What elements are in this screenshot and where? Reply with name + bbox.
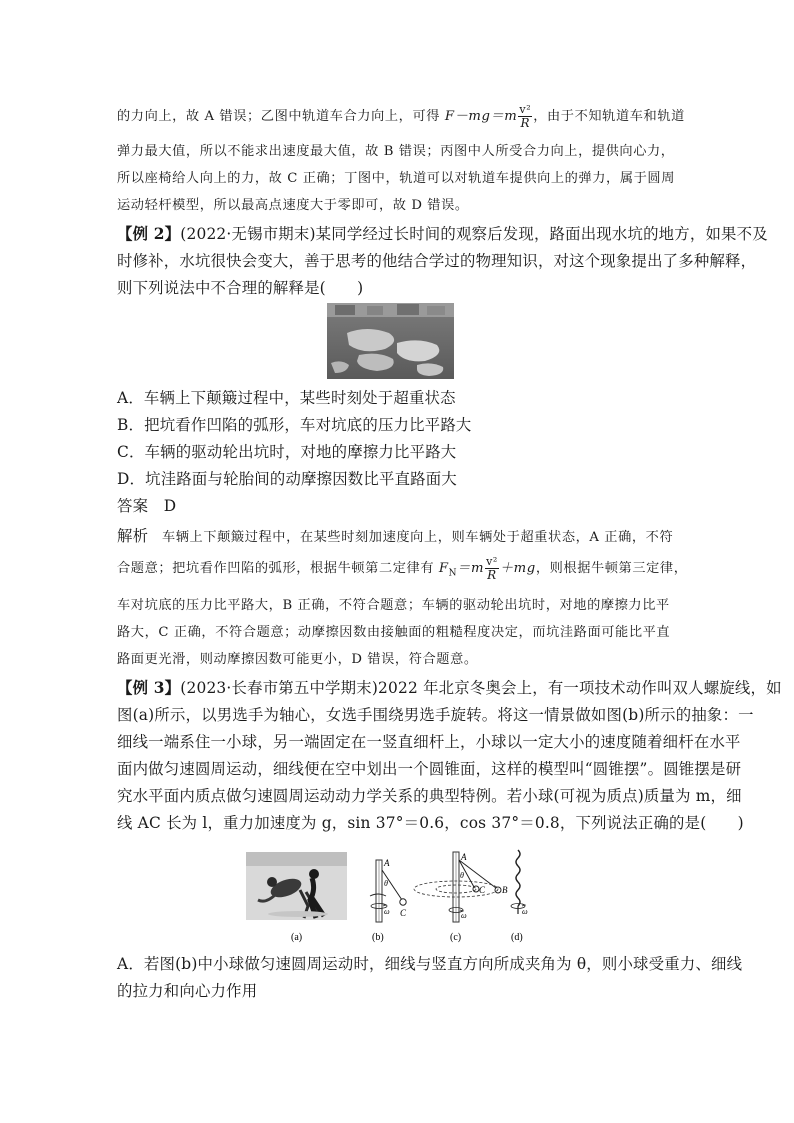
pothole-photo [327,303,454,379]
example2-question-line-3: 则下列说法中不合理的解释是( ) [117,279,364,297]
example3-question-line-3: 细线一端系住一小球，另一端固定在一竖直细杆上，小球以一定大小的速度随着细杆在水平 [117,733,741,751]
label-theta-c: θ [460,871,464,880]
label-B-c: B [502,885,508,895]
example3-question-line-1: 【例 3】(2023·长春市第五中学期末)2022 年北京冬奥会上，有一项技术动作叫双人螺旋线，如 [117,679,782,697]
caption-b: (b) [372,932,384,943]
analysis-label: 解析 [117,527,149,545]
example3-option-a-line-1: A．若图(b)中小球做匀速圆周运动时，细线与竖直方向所成夹角为 θ，则小球受重力、细线 [117,955,743,973]
example3-question-line-5: 究水平面内质点做匀速圆周运动动力学关系的典型特例。若小球(可视为质点)质量为 m，细 [117,787,742,805]
example3-question-line-6: 线 AC 长为 l，重力加速度为 g，sin 37°＝0.6，cos 37°＝0.8，下列说法正确的是( ) [117,814,744,832]
example2-option-b: B．把坑看作凹陷的弧形，车对坑底的压力比平路大 [117,416,472,434]
label-omega-b: ω [384,907,390,916]
label-omega-c: ω [461,911,467,920]
diagram-d [511,850,525,914]
example3-question-line-2: 图(a)所示，以男选手为轴心，女选手围绕男选手旋转。将这一情景做如图(b)所示的抽象：一 [117,706,754,724]
example2-analysis-line-5: 路面更光滑，则动摩擦因数可能更小，D 错误，符合题意。 [117,652,478,667]
example2-analysis-line-3: 车对坑底的压力比平路大，B 正确，不符合题意；车辆的驱动轮出坑时，对地的摩擦力比平 [117,598,670,613]
prev-solution-line-1: 的力向上，故 A 错误；乙图中轨道车合力向上，可得 F－mg＝m $\frac{\text{v²}}{R}$ ，由于不知轨道车和轨道 [117,103,685,130]
skating-photo [246,852,347,920]
example2-tag: 【例 2】 [117,225,181,243]
label-A-b: A [384,858,390,868]
example3-tag: 【例 3】 [117,679,181,697]
example2-analysis-line-2: 合题意；把坑看作凹陷的弧形，根据牛顿第二定律有 $F_N=m$ $\frac{\text{v²}}{R}$ ＋mg，则根据牛顿第三定律， [117,555,688,582]
label-C-c: C [479,885,486,895]
example2-question-line-1: 【例 2】(2022·无锡市期末)某同学经过长时间的观察后发现，路面出现水坑的地方，如果不及 [117,225,768,243]
label-C-b: C [400,908,407,918]
label-omega-d: ω [522,907,528,916]
example2-analysis-line-4: 路大，C 正确，不符合题意；动摩擦因数由接触面的粗糙程度决定，而坑洼路面可能比平直 [117,625,671,640]
example2-option-a: A．车辆上下颠簸过程中，某些时刻处于超重状态 [117,389,456,407]
example2-analysis-line-1: 解析 车辆上下颠簸过程中，在某些时刻加速度向上，则车辆处于超重状态，A 正确，不符 [117,527,674,545]
answer-value: D [163,497,177,515]
prev-solution-line-4: 运动轻杆模型，所以最高点速度大于零即可，故 D 错误。 [117,198,469,213]
fraction-v2-over-r: $\frac{\text{v²}}{R}$ [519,103,532,130]
caption-c: (c) [450,932,462,943]
example3-option-a-line-2: 的拉力和向心力作用 [117,982,258,1000]
example2-option-c: C．车辆的驱动轮出坑时，对地的摩擦力比平路大 [117,443,457,461]
caption-d: (d) [511,932,523,943]
fraction-v2-over-r-2: $\frac{\text{v²}}{R}$ [486,555,498,582]
prev-solution-line-2: 弹力最大值，所以不能求出速度最大值，故 B 错误；丙图中人所受合力向上，提供向心力， [117,144,675,159]
diagram-c [414,852,501,922]
answer-label: 答案 [117,497,149,515]
example2-answer [117,494,176,516]
caption-a: (a) [291,932,303,943]
example2-option-d: D．坑洼路面与轮胎间的动摩擦因数比平直路面大 [117,470,457,488]
label-A-c: A [461,852,467,862]
label-theta-b: θ [384,879,388,888]
prev-solution-line-3: 所以座椅给人向上的力，故 C 正确；丁图中，轨道可以对轨道车提供向上的弹力，属于圆周 [117,171,675,186]
example3-question-line-4: 面内做匀速圆周运动，细线便在空中划出一个圆锥面，这样的模型叫“圆锥摆”。圆锥摆是研 [117,760,742,778]
example2-question-line-2: 时修补，水坑很快会变大，善于思考的他结合学过的物理知识，对这个现象提出了多种解释， [117,252,757,270]
conical-pendulum-figure [246,848,546,944]
